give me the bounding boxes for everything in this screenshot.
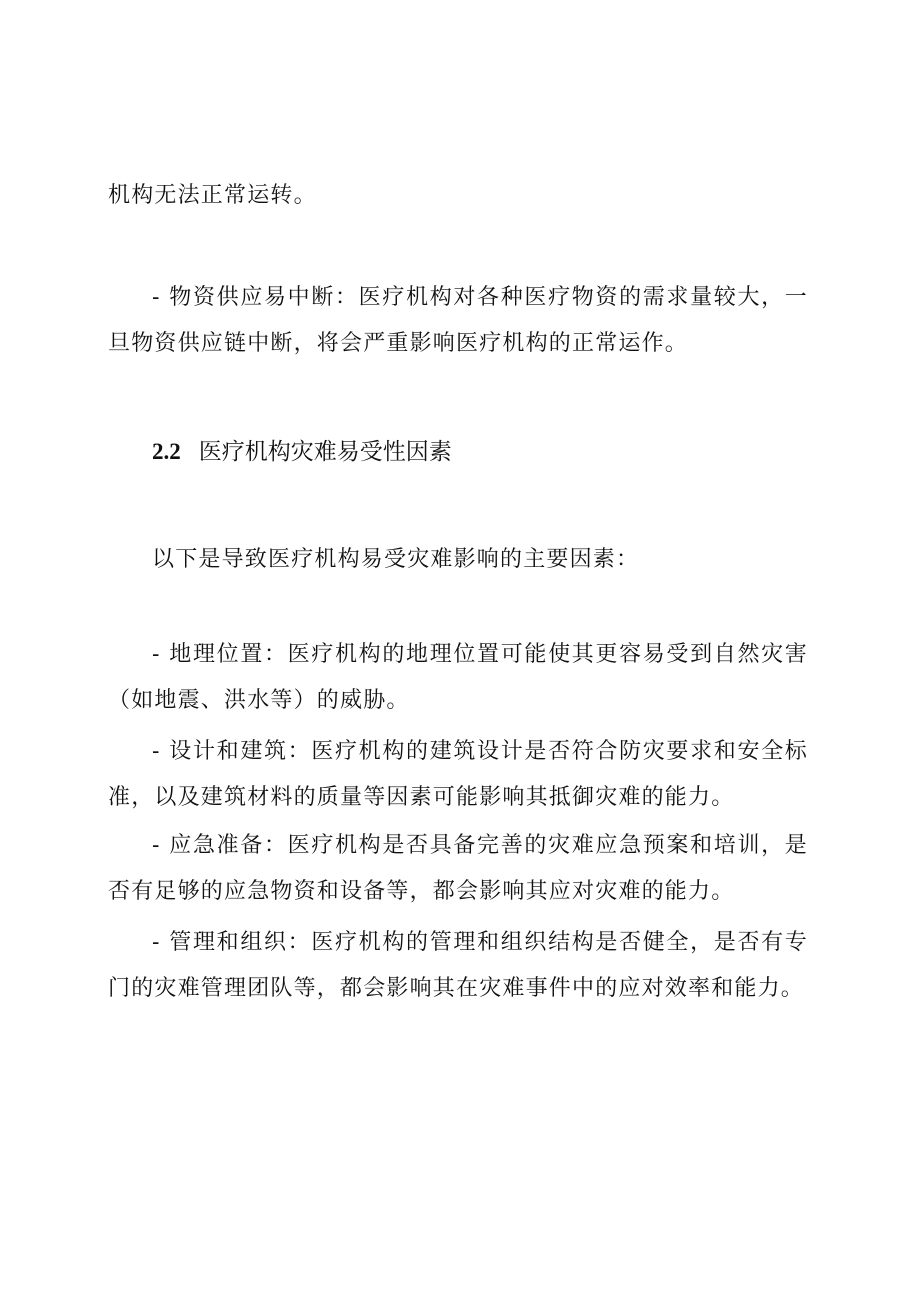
section-title: 医疗机构灾难易受性因素 bbox=[198, 439, 452, 465]
paragraph-continuation: 机构无法正常运转。 bbox=[108, 183, 317, 208]
supply-paragraph-line-1: - 物资供应易中断：医疗机构对各种医疗物资的需求量较大，一 bbox=[152, 285, 808, 310]
item-design-line-1: - 设计和建筑：医疗机构的建筑设计是否符合防灾要求和安全标 bbox=[152, 739, 808, 764]
item-management-line-2: 门的灾难管理团队等，都会影响其在灾难事件中的应对效率和能力。 bbox=[108, 976, 805, 1001]
item-geography-line-1: - 地理位置：医疗机构的地理位置可能使其更容易受到自然灾害 bbox=[152, 642, 808, 667]
item-design-line-2: 准，以及建筑材料的质量等因素可能影响其抵御灾难的能力。 bbox=[108, 785, 735, 810]
section-number: 2.2 bbox=[152, 439, 181, 464]
item-emergency-line-2: 否有足够的应急物资和设备等，都会影响其应对灾难的能力。 bbox=[108, 879, 735, 904]
supply-paragraph-line-2: 旦物资供应链中断，将会严重影响医疗机构的正常运作。 bbox=[108, 331, 689, 356]
intro-paragraph: 以下是导致医疗机构易受灾难影响的主要因素： bbox=[152, 547, 640, 572]
item-management-line-1: - 管理和组织：医疗机构的管理和组织结构是否健全，是否有专 bbox=[152, 930, 808, 955]
item-emergency-line-1: - 应急准备：医疗机构是否具备完善的灾难应急预案和培训，是 bbox=[152, 833, 808, 858]
section-heading bbox=[152, 437, 452, 467]
item-geography-line-2: （如地震、洪水等）的威胁。 bbox=[108, 688, 410, 713]
